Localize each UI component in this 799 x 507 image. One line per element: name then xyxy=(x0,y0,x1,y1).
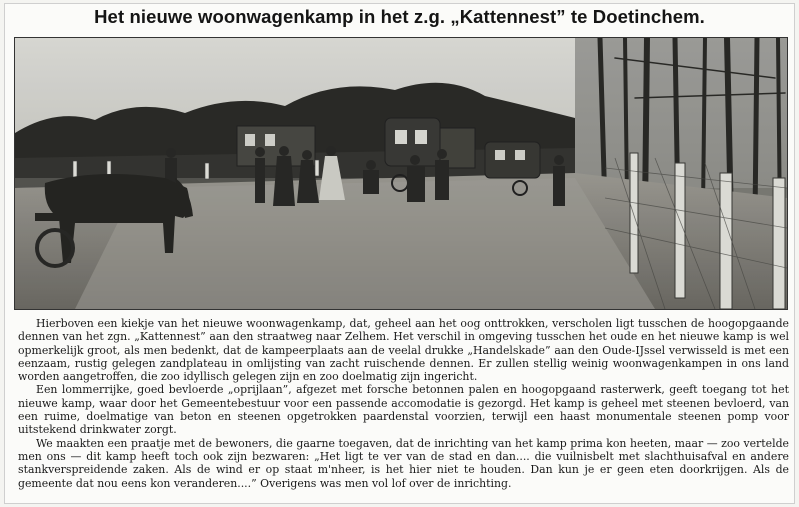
article-body xyxy=(18,317,789,490)
camp-photo-drawing xyxy=(15,38,787,309)
article-paragraph: We maakten een praatje met de bewoners, die gaarne toegaven, dat de inrichting van het kamp prima kon heeten, maar — zoo vertelde men ons — dit kamp heeft toch ook zijn bezwaren: „Het ligt te ver van de stad en dan.... die vuilnisbelt met slachthuisafval en andere stankverspreidende zaken. Als de wind er op staat m'nheer, is het hier niet te houden. Dan kun je er geen eten doorkrijgen. Als de gemeente dat nou eens kon veranderen....” Overigens was men vol lof over de inrichting. xyxy=(18,436,789,490)
article-paragraph: Hierboven een kiekje van het nieuwe woonwagenkamp, dat, geheel aan het oog onttrokken, verscholen ligt tusschen de hoogopgaande dennen van het zgn. „Kattennest” aan den straatweg naar Zelhem. Het verschil in omgeving tusschen het oude en het nieuwe kamp is wel opmerkelijk groot, als men bedenkt, dat de kampeerplaats aan de veelal drukke „Handelskade” aan den Oude-IJssel verwisseld is met een eenzaam, rustig gelegen zandplateau in omlijsting van zacht ruischende dennen. Er zullen stellig weinig woonwagenkampen in ons land worden aangetroffen, die zoo idyllisch gelegen zijn en zoo doelmatig zijn ingericht. xyxy=(18,317,789,384)
article-paragraph: Een lommerrijke, goed bevloerde „oprijlaan”, afgezet met forsche betonnen palen en hoogopgaand rasterwerk, geeft toegang tot het nieuwe kamp, waar door het Gemeentebestuur voor een passende accomodatie is gezorgd. Het kamp is geheel met steenen bevloerd, van een ruime, doelmatige van beton en steenen opgetrokken paardenstal voorzien, terwijl een haast monumentale steenen pomp voor uitstekend drinkwater zorgt. xyxy=(18,383,789,437)
camp-photo xyxy=(14,37,788,310)
headline: Het nieuwe woonwagenkamp in het z.g. „Kattennest” te Doetinchem. xyxy=(94,6,705,27)
